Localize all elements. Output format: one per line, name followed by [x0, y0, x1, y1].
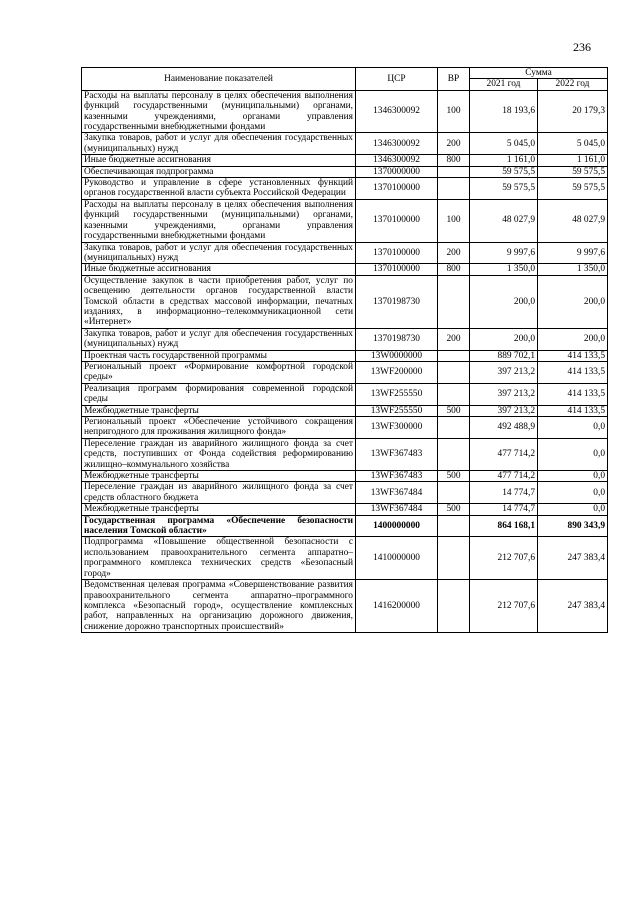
row-csr: 1410000000: [356, 537, 438, 580]
row-sum-2022: 200,0: [538, 328, 608, 350]
header-name: Наименование показателей: [82, 68, 356, 91]
row-sum-2022: 414 133,5: [538, 383, 608, 405]
table-row: [82, 155, 608, 166]
row-sum-2022: 59 575,5: [538, 166, 608, 177]
row-csr: 1346300092: [356, 90, 438, 133]
row-name: Расходы на выплаты персоналу в целях обеспечения выполнения функций государственными (муниципальными) органами, казенными учреждениями, органами управления государственными внебюджетными фондами: [82, 199, 356, 242]
table-header: [82, 68, 608, 91]
row-sum-2021: 397 213,2: [470, 383, 538, 405]
row-name: Подпрограмма «Повышение общественной безопасности с использованием правоохранительного сегмента аппаратно–программного комплекса технических средств «Безопасный город»: [82, 537, 356, 580]
row-name: Реализация программ формирования современной городской среды: [82, 383, 356, 405]
row-vr: 500: [438, 504, 470, 515]
row-vr: [438, 482, 470, 504]
row-csr: 1370100000: [356, 178, 438, 200]
row-vr: 500: [438, 471, 470, 482]
row-vr: [438, 383, 470, 405]
row-sum-2022: 0,0: [538, 417, 608, 439]
row-sum-2022: 1 350,0: [538, 264, 608, 275]
table-row: [82, 405, 608, 416]
row-sum-2021: 59 575,5: [470, 178, 538, 200]
row-vr: 100: [438, 90, 470, 133]
row-vr: 200: [438, 133, 470, 155]
row-name: Закупка товаров, работ и услуг для обеспечения государственных (муниципальных) нужд: [82, 328, 356, 350]
row-vr: [438, 166, 470, 177]
row-name: Региональный проект «Формирование комфортной городской среды»: [82, 361, 356, 383]
row-sum-2021: 48 027,9: [470, 199, 538, 242]
row-vr: [438, 178, 470, 200]
row-name: Закупка товаров, работ и услуг для обеспечения государственных (муниципальных) нужд: [82, 242, 356, 264]
header-vr: ВР: [438, 68, 470, 91]
row-sum-2022: 0,0: [538, 471, 608, 482]
row-sum-2022: 20 179,3: [538, 90, 608, 133]
row-vr: [438, 350, 470, 361]
table-row: [82, 537, 608, 580]
table-row: [82, 242, 608, 264]
row-vr: [438, 417, 470, 439]
row-sum-2021: 200,0: [470, 275, 538, 328]
row-sum-2021: 5 045,0: [470, 133, 538, 155]
row-name: Расходы на выплаты персоналу в целях обеспечения выполнения функций государственными (муниципальными) органами, казенными учреждениями, органами управления государственными внебюджетными фондами: [82, 90, 356, 133]
header-sum: Сумма: [470, 68, 608, 79]
row-csr: 13WF255550: [356, 383, 438, 405]
row-name: Проектная часть государственной программы: [82, 350, 356, 361]
row-vr: [438, 361, 470, 383]
row-sum-2022: 0,0: [538, 504, 608, 515]
row-csr: 1346300092: [356, 155, 438, 166]
row-csr: 1370198730: [356, 328, 438, 350]
header-year-2021: 2021 год: [470, 79, 538, 90]
header-year-2022: 2022 год: [538, 79, 608, 90]
row-vr: [438, 580, 470, 633]
row-sum-2022: 59 575,5: [538, 178, 608, 200]
row-csr: 1370100000: [356, 199, 438, 242]
row-name: Иные бюджетные ассигнования: [82, 155, 356, 166]
table-row: [82, 199, 608, 242]
row-sum-2021: 14 774,7: [470, 504, 538, 515]
row-name: Региональный проект «Обеспечение устойчивого сокращения непригодного для проживания жилищного фонда»: [82, 417, 356, 439]
table-row: [82, 580, 608, 633]
row-sum-2021: 59 575,5: [470, 166, 538, 177]
row-sum-2021: 477 714,2: [470, 471, 538, 482]
row-name: Межбюджетные трансферты: [82, 471, 356, 482]
row-sum-2021: 14 774,7: [470, 482, 538, 504]
row-sum-2022: 890 343,9: [538, 515, 608, 537]
table-row: [82, 133, 608, 155]
table-row: [82, 275, 608, 328]
row-csr: 13WF367484: [356, 482, 438, 504]
row-csr: 13W0000000: [356, 350, 438, 361]
row-sum-2021: 200,0: [470, 328, 538, 350]
row-csr: 1370000000: [356, 166, 438, 177]
row-name: Закупка товаров, работ и услуг для обеспечения государственных (муниципальных) нужд: [82, 133, 356, 155]
table-row: [82, 482, 608, 504]
row-sum-2021: 477 714,2: [470, 438, 538, 470]
row-sum-2021: 1 350,0: [470, 264, 538, 275]
row-sum-2021: 9 997,6: [470, 242, 538, 264]
table-row: [82, 383, 608, 405]
table-row: [82, 417, 608, 439]
row-csr: 13WF200000: [356, 361, 438, 383]
row-sum-2022: 9 997,6: [538, 242, 608, 264]
row-name: Межбюджетные трансферты: [82, 504, 356, 515]
row-sum-2022: 247 383,4: [538, 580, 608, 633]
table-row: [82, 178, 608, 200]
row-csr: 1370100000: [356, 264, 438, 275]
header-csr: ЦСР: [356, 68, 438, 91]
table-row: [82, 471, 608, 482]
row-sum-2022: 1 161,0: [538, 155, 608, 166]
row-csr: 13WF367484: [356, 504, 438, 515]
row-sum-2021: 397 213,2: [470, 361, 538, 383]
row-vr: 200: [438, 242, 470, 264]
table-row: [82, 438, 608, 470]
row-csr: 13WF300000: [356, 417, 438, 439]
table-row: [82, 328, 608, 350]
row-sum-2022: 414 133,5: [538, 361, 608, 383]
row-vr: [438, 515, 470, 537]
row-sum-2022: 0,0: [538, 438, 608, 470]
row-name: Руководство и управление в сфере установленных функций органов государственной власти субъекта Российской Федерации: [82, 178, 356, 200]
row-name: Обеспечивающая подпрограмма: [82, 166, 356, 177]
row-csr: 1400000000: [356, 515, 438, 537]
table-row: [82, 90, 608, 133]
row-sum-2021: 889 702,1: [470, 350, 538, 361]
table-row: [82, 166, 608, 177]
row-sum-2022: 414 133,5: [538, 405, 608, 416]
row-csr: 1416200000: [356, 580, 438, 633]
row-name: Ведомственная целевая программа «Совершенствование развития правоохранительного сегмента аппаратно–программного комплекса «Безопасный город», осуществление комплексных работ, направленных на организацию дорожного движения, снижение дорожно транспортных происшествий»: [82, 580, 356, 633]
table-row: [82, 361, 608, 383]
row-sum-2022: 48 027,9: [538, 199, 608, 242]
row-name: Осуществление закупок в части приобретения работ, услуг по освещению деятельности органов государственной власти Томской области в средствах массовой информации, печатных изданиях, в информационно–телекоммуникационной сети «Интернет»: [82, 275, 356, 328]
row-name: Государственная программа «Обеспечение безопасности населения Томской области»: [82, 515, 356, 537]
row-csr: 1370100000: [356, 242, 438, 264]
row-name: Межбюджетные трансферты: [82, 405, 356, 416]
table-row: [82, 264, 608, 275]
row-sum-2022: 414 133,5: [538, 350, 608, 361]
table-body: [82, 90, 608, 632]
row-name: Переселение граждан из аварийного жилищного фонда за счет средств областного бюджета: [82, 482, 356, 504]
row-vr: [438, 537, 470, 580]
row-sum-2022: 0,0: [538, 482, 608, 504]
row-csr: 1346300092: [356, 133, 438, 155]
row-name: Иные бюджетные ассигнования: [82, 264, 356, 275]
row-vr: 100: [438, 199, 470, 242]
row-sum-2022: 200,0: [538, 275, 608, 328]
row-sum-2021: 492 488,9: [470, 417, 538, 439]
table-row: [82, 504, 608, 515]
row-sum-2021: 212 707,6: [470, 580, 538, 633]
row-sum-2021: 864 168,1: [470, 515, 538, 537]
budget-table: [81, 67, 608, 633]
row-vr: 800: [438, 155, 470, 166]
row-sum-2022: 5 045,0: [538, 133, 608, 155]
row-csr: 13WF255550: [356, 405, 438, 416]
table-row: [82, 515, 608, 537]
row-sum-2021: 1 161,0: [470, 155, 538, 166]
row-vr: 500: [438, 405, 470, 416]
row-csr: 13WF367483: [356, 471, 438, 482]
row-vr: [438, 438, 470, 470]
row-sum-2021: 212 707,6: [470, 537, 538, 580]
row-name: Переселение граждан из аварийного жилищного фонда за счет средств, поступивших от Фонда содействия реформированию жилищно–коммунального хозяйства: [82, 438, 356, 470]
row-vr: 800: [438, 264, 470, 275]
row-vr: 200: [438, 328, 470, 350]
table-row: [82, 350, 608, 361]
page-number: 236: [573, 40, 591, 54]
row-csr: 13WF367483: [356, 438, 438, 470]
row-vr: [438, 275, 470, 328]
row-sum-2021: 397 213,2: [470, 405, 538, 416]
row-csr: 1370198730: [356, 275, 438, 328]
row-sum-2021: 18 193,6: [470, 90, 538, 133]
row-sum-2022: 247 383,4: [538, 537, 608, 580]
